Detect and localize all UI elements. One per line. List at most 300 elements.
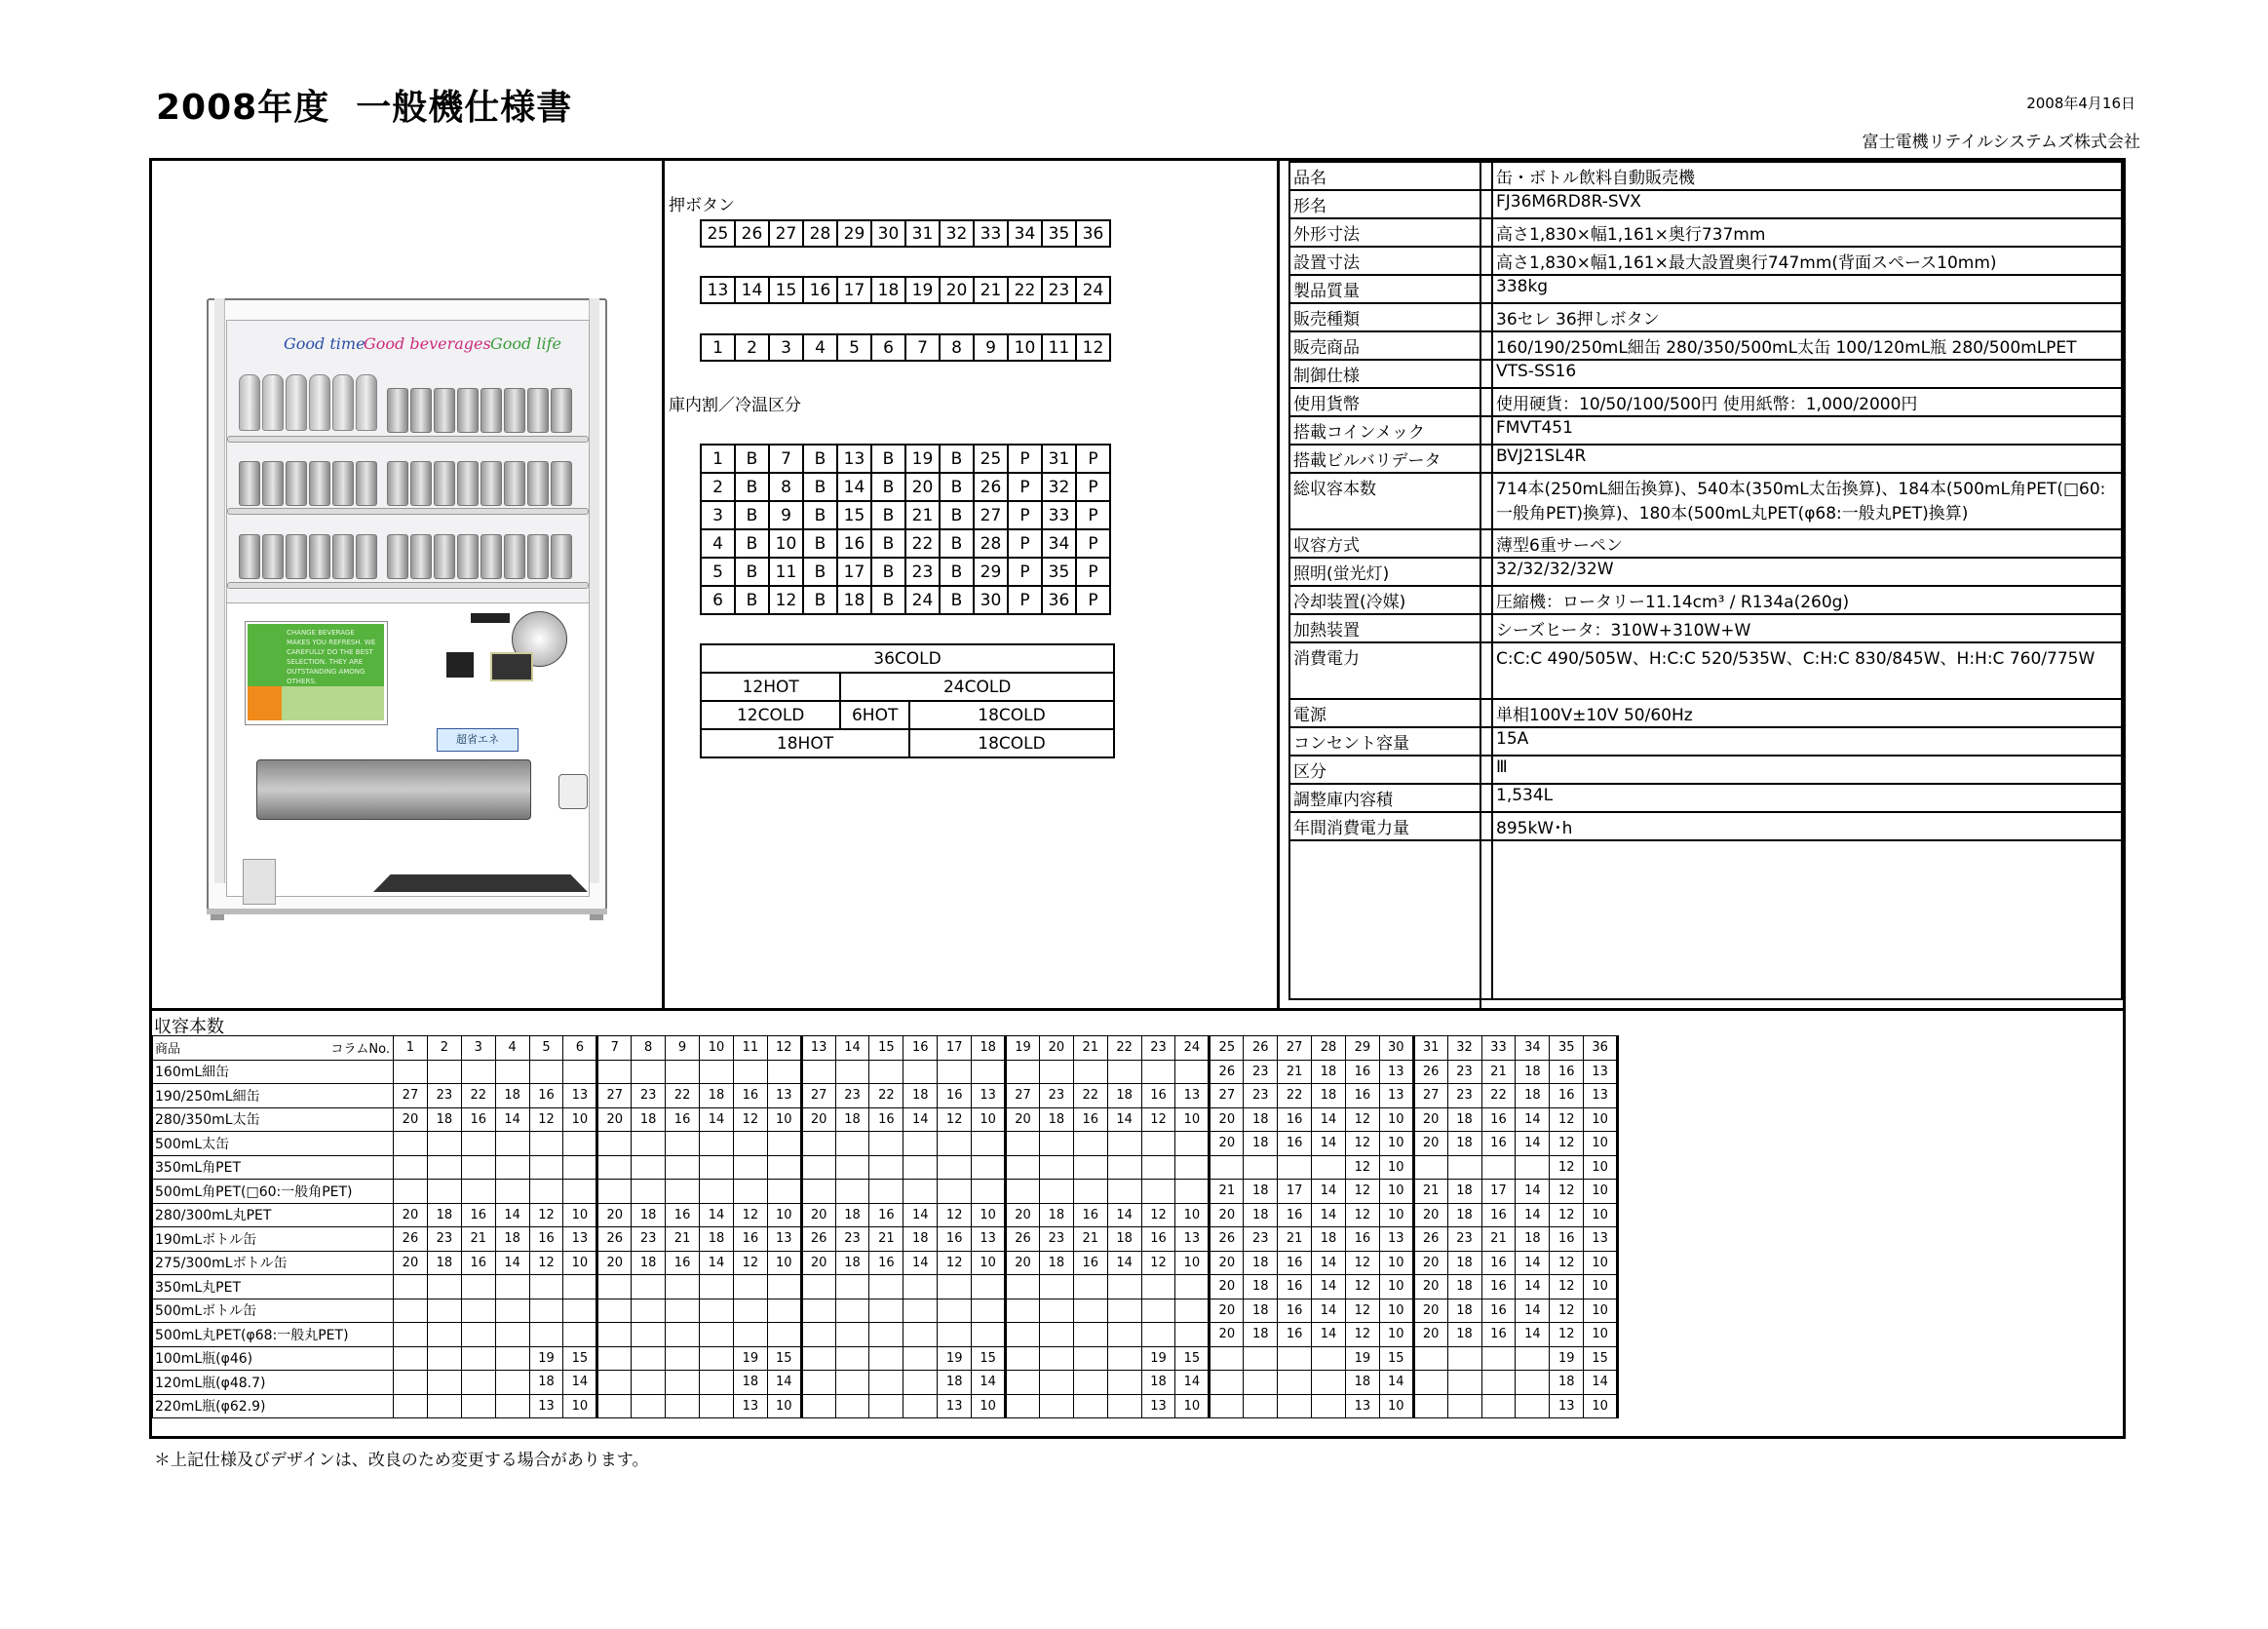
button-number-cell: 18 [871, 277, 905, 303]
capacity-cell [632, 1275, 666, 1299]
temp-mode-cell: 36COLD [701, 644, 1114, 673]
capacity-row [153, 1323, 1618, 1347]
capacity-cell [733, 1132, 767, 1156]
button-number-cell: 33 [974, 220, 1008, 247]
shelf-rail [227, 436, 589, 443]
button-number-cell: 6 [871, 334, 905, 361]
divider-horizontal [149, 1008, 2126, 1011]
capacity-cell: 22 [1481, 1084, 1516, 1108]
capacity-cell [869, 1155, 903, 1180]
spec-row [1289, 473, 2122, 529]
capacity-cell: 18 [1516, 1227, 1550, 1252]
capacity-cell: 13 [1584, 1060, 1618, 1084]
capacity-cell [461, 1299, 495, 1323]
capacity-cell: 18 [938, 1371, 972, 1395]
capacity-cell: 18 [1244, 1132, 1278, 1156]
capacity-cell: 12 [1345, 1275, 1379, 1299]
capacity-cell: 27 [801, 1084, 835, 1108]
capacity-cell [632, 1394, 666, 1418]
capacity-cell: 14 [1516, 1323, 1550, 1347]
capacity-cell: 14 [1516, 1180, 1550, 1204]
capacity-cell: 16 [1278, 1251, 1312, 1275]
capacity-cell [394, 1155, 428, 1180]
capacity-cell: 12 [1141, 1251, 1175, 1275]
capacity-cell: 27 [1413, 1084, 1447, 1108]
capacity-cell: 10 [1379, 1251, 1413, 1275]
capacity-cell: 21 [1481, 1060, 1516, 1084]
zone-cell: 23 [905, 558, 940, 586]
capacity-cell [529, 1275, 563, 1299]
capacity-cell: 16 [1073, 1203, 1107, 1227]
capacity-cell [563, 1155, 597, 1180]
capacity-cell [733, 1180, 767, 1204]
capacity-cell: 18 [1244, 1299, 1278, 1323]
capacity-cell: 13 [972, 1227, 1006, 1252]
capacity-cell: 12 [733, 1203, 767, 1227]
capacity-cell: 16 [1345, 1084, 1379, 1108]
capacity-cell [938, 1155, 972, 1180]
capacity-product-name: 500mL太缶 [153, 1132, 394, 1156]
spec-row [1289, 812, 2122, 840]
capacity-cell: 12 [529, 1107, 563, 1132]
capacity-cell [666, 1155, 700, 1180]
capacity-cell [597, 1060, 632, 1084]
capacity-cell: 18 [1447, 1203, 1481, 1227]
capacity-cell: 23 [1244, 1227, 1278, 1252]
capacity-cell [1039, 1180, 1073, 1204]
capacity-cell: 18 [1516, 1084, 1550, 1108]
capacity-cell [666, 1132, 700, 1156]
zone-cell: B [803, 529, 837, 558]
capacity-cell: 26 [1210, 1060, 1244, 1084]
capacity-cell: 12 [1345, 1323, 1379, 1347]
zone-cell: B [803, 445, 837, 473]
capacity-cell [700, 1299, 734, 1323]
button-number-cell: 26 [735, 220, 769, 247]
capacity-cell: 18 [632, 1107, 666, 1132]
capacity-cell: 18 [1447, 1299, 1481, 1323]
capacity-cell [394, 1132, 428, 1156]
spec-key: 製品質量 [1289, 275, 1492, 303]
spec-row [1289, 275, 2122, 303]
capacity-cell: 13 [767, 1084, 801, 1108]
capacity-cell [394, 1394, 428, 1418]
capacity-product-name: 190/250mL細缶 [153, 1084, 394, 1108]
capacity-cell: 18 [1244, 1251, 1278, 1275]
zone-cell: 19 [905, 445, 940, 473]
capacity-cell [1447, 1155, 1481, 1180]
capacity-cell: 16 [1278, 1203, 1312, 1227]
capacity-cell [666, 1180, 700, 1204]
capacity-cell [1107, 1132, 1141, 1156]
capacity-cell [529, 1299, 563, 1323]
capacity-cell [1278, 1371, 1312, 1395]
capacity-cell: 16 [938, 1084, 972, 1108]
zone-cell: B [940, 501, 974, 529]
capacity-cell: 12 [1550, 1323, 1584, 1347]
capacity-cell: 16 [1345, 1060, 1379, 1084]
capacity-cell: 20 [394, 1203, 428, 1227]
capacity-cell [1006, 1394, 1040, 1418]
capacity-cell [801, 1275, 835, 1299]
capacity-cell: 13 [529, 1394, 563, 1418]
capacity-cell: 10 [1584, 1394, 1618, 1418]
capacity-cell: 10 [1584, 1275, 1618, 1299]
capacity-cell: 10 [1584, 1299, 1618, 1323]
capacity-cell: 20 [1210, 1132, 1244, 1156]
capacity-cell: 12 [938, 1107, 972, 1132]
capacity-cell: 16 [1141, 1227, 1175, 1252]
capacity-cell: 12 [1550, 1132, 1584, 1156]
capacity-cell: 10 [1379, 1299, 1413, 1323]
capacity-cell: 13 [1175, 1227, 1210, 1252]
capacity-cell [801, 1132, 835, 1156]
capacity-cell [597, 1323, 632, 1347]
capacity-cell: 17 [1278, 1180, 1312, 1204]
capacity-cell [529, 1180, 563, 1204]
spec-key: 販売種類 [1289, 303, 1492, 331]
capacity-cell: 14 [1312, 1132, 1346, 1156]
spec-value: 714本(250mL細缶換算)、540本(350mL太缶換算)、184本(500mL角PET(□60:一般角PET)換算)、180本(500mL丸PET(φ68:一般丸PET)換算) [1492, 473, 2122, 529]
capacity-cell: 26 [1413, 1060, 1447, 1084]
capacity-cell [972, 1299, 1006, 1323]
button-row-top [700, 219, 1111, 248]
capacity-cell [427, 1371, 461, 1395]
capacity-cell [394, 1371, 428, 1395]
capacity-cell: 16 [1073, 1107, 1107, 1132]
capacity-column-number: 5 [529, 1036, 563, 1061]
capacity-cell [427, 1060, 461, 1084]
button-number-cell: 2 [735, 334, 769, 361]
capacity-cell: 18 [1550, 1371, 1584, 1395]
selection-panel [446, 652, 474, 678]
capacity-cell [903, 1371, 938, 1395]
capacity-cell: 13 [563, 1227, 597, 1252]
zone-cell: P [1008, 586, 1042, 614]
capacity-cell: 10 [563, 1394, 597, 1418]
capacity-cell [801, 1060, 835, 1084]
capacity-cell: 14 [972, 1371, 1006, 1395]
zone-cell: 1 [701, 445, 735, 473]
capacity-cell: 23 [1244, 1084, 1278, 1108]
capacity-column-number: 14 [835, 1036, 869, 1061]
capacity-cell: 16 [1345, 1227, 1379, 1252]
capacity-cell [1141, 1060, 1175, 1084]
capacity-cell [733, 1299, 767, 1323]
button-number-cell: 36 [1076, 220, 1110, 247]
spec-value: BVJ21SL4R [1492, 445, 2122, 473]
capacity-cell [1481, 1371, 1516, 1395]
capacity-cell: 18 [700, 1084, 734, 1108]
capacity-cell [1312, 1155, 1346, 1180]
spec-value: 36セレ 36押しボタン [1492, 303, 2122, 331]
capacity-cell: 13 [1141, 1394, 1175, 1418]
capacity-cell: 10 [1379, 1275, 1413, 1299]
capacity-cell [1073, 1346, 1107, 1371]
capacity-cell: 20 [1006, 1107, 1040, 1132]
capacity-cell: 26 [1413, 1227, 1447, 1252]
capacity-cell [1210, 1346, 1244, 1371]
capacity-cell: 20 [1413, 1251, 1447, 1275]
capacity-product-name: 500mLボトル缶 [153, 1299, 394, 1323]
capacity-cell [394, 1060, 428, 1084]
button-number-cell: 17 [837, 277, 871, 303]
spec-value: 缶・ボトル飲料自動販売機 [1492, 162, 2122, 190]
capacity-cell [835, 1299, 869, 1323]
capacity-column-number: 32 [1447, 1036, 1481, 1061]
capacity-cell [1413, 1371, 1447, 1395]
button-number-cell: 16 [803, 277, 837, 303]
capacity-cell [1039, 1323, 1073, 1347]
capacity-cell [972, 1323, 1006, 1347]
capacity-cell [427, 1275, 461, 1299]
capacity-cell [972, 1275, 1006, 1299]
spec-value: 薄型6重サーペン [1492, 529, 2122, 558]
capacity-cell [461, 1180, 495, 1204]
capacity-cell: 14 [1107, 1203, 1141, 1227]
zone-row [701, 445, 1110, 473]
capacity-cell [903, 1155, 938, 1180]
button-number-cell: 22 [1008, 277, 1042, 303]
capacity-cell: 27 [597, 1084, 632, 1108]
capacity-cell: 19 [529, 1346, 563, 1371]
capacity-cell: 16 [1481, 1132, 1516, 1156]
capacity-column-number: 17 [938, 1036, 972, 1061]
zone-cell: P [1008, 558, 1042, 586]
capacity-cell: 20 [597, 1203, 632, 1227]
capacity-cell [700, 1180, 734, 1204]
spec-key: 搭載ビルバリデータ [1289, 445, 1492, 473]
capacity-cell: 22 [1278, 1084, 1312, 1108]
capacity-cell: 14 [495, 1203, 529, 1227]
capacity-cell: 10 [1584, 1132, 1618, 1156]
capacity-cell [597, 1180, 632, 1204]
capacity-cell: 10 [1584, 1203, 1618, 1227]
capacity-cell: 23 [835, 1227, 869, 1252]
spec-key: 搭載コインメック [1289, 416, 1492, 445]
zone-cell: 13 [837, 445, 871, 473]
capacity-cell [835, 1371, 869, 1395]
capacity-cell [1447, 1371, 1481, 1395]
spec-row [1289, 784, 2122, 812]
capacity-cell: 13 [1379, 1084, 1413, 1108]
capacity-cell: 14 [700, 1251, 734, 1275]
capacity-column-number: 16 [903, 1036, 938, 1061]
capacity-cell [1039, 1346, 1073, 1371]
ad-panel [245, 621, 388, 725]
spec-value: 高さ1,830×幅1,161×最大設置奥行747mm(背面スペース10mm) [1492, 247, 2122, 275]
capacity-cell [495, 1132, 529, 1156]
capacity-column-number: 21 [1073, 1036, 1107, 1061]
capacity-cell: 10 [1584, 1251, 1618, 1275]
spec-row [1289, 756, 2122, 784]
capacity-cell [427, 1323, 461, 1347]
capacity-column-number: 19 [1006, 1036, 1040, 1061]
capacity-cell [597, 1394, 632, 1418]
capacity-cell [563, 1180, 597, 1204]
capacity-cell: 18 [427, 1203, 461, 1227]
capacity-column-number: 22 [1107, 1036, 1141, 1061]
capacity-cell: 18 [1447, 1323, 1481, 1347]
capacity-cell: 18 [1447, 1132, 1481, 1156]
capacity-cell: 18 [1039, 1251, 1073, 1275]
capacity-column-number: 35 [1550, 1036, 1584, 1061]
capacity-cell [903, 1394, 938, 1418]
capacity-cell [427, 1346, 461, 1371]
capacity-product-name: 220mL瓶(φ62.9) [153, 1394, 394, 1418]
capacity-cell: 18 [835, 1107, 869, 1132]
capacity-cell: 12 [1345, 1299, 1379, 1323]
capacity-cell: 19 [938, 1346, 972, 1371]
temp-mode-cell: 18HOT [701, 729, 909, 757]
capacity-cell: 16 [1481, 1323, 1516, 1347]
capacity-cell: 14 [1312, 1107, 1346, 1132]
spec-filler [1492, 840, 2122, 999]
capacity-cell: 20 [801, 1107, 835, 1132]
zone-cell: B [940, 586, 974, 614]
capacity-cell: 18 [1447, 1275, 1481, 1299]
button-number-cell: 4 [803, 334, 837, 361]
zone-cell: 12 [769, 586, 803, 614]
temp-mode-cell: 12HOT [701, 673, 840, 701]
zone-cell: 2 [701, 473, 735, 501]
capacity-cell [972, 1060, 1006, 1084]
button-number-cell: 25 [701, 220, 735, 247]
spec-value: 1,534L [1492, 784, 2122, 812]
capacity-cell [394, 1299, 428, 1323]
zone-cell: P [1076, 586, 1110, 614]
zone-cell: 5 [701, 558, 735, 586]
capacity-cell: 12 [1550, 1203, 1584, 1227]
capacity-column-number: 29 [1345, 1036, 1379, 1061]
capacity-cell [563, 1275, 597, 1299]
capacity-cell [1141, 1299, 1175, 1323]
zone-cell: B [735, 586, 769, 614]
button-number-cell: 8 [940, 334, 974, 361]
capacity-cell: 27 [1210, 1084, 1244, 1108]
capacity-cell [1039, 1394, 1073, 1418]
capacity-cell [1175, 1132, 1210, 1156]
capacity-product-name: 100mL瓶(φ46) [153, 1346, 394, 1371]
capacity-cell: 16 [938, 1227, 972, 1252]
capacity-column-number: 13 [801, 1036, 835, 1061]
zone-cell: P [1076, 473, 1110, 501]
capacity-cell [733, 1155, 767, 1180]
capacity-cell: 18 [495, 1227, 529, 1252]
capacity-cell [835, 1132, 869, 1156]
zone-cell: B [871, 473, 905, 501]
button-number-cell: 27 [769, 220, 803, 247]
capacity-cell: 16 [1278, 1107, 1312, 1132]
capacity-cell: 10 [1379, 1107, 1413, 1132]
capacity-cell: 16 [461, 1107, 495, 1132]
spec-key: 年間消費電力量 [1289, 812, 1492, 840]
capacity-cell: 10 [1379, 1203, 1413, 1227]
spec-value: 32/32/32/32W [1492, 558, 2122, 586]
capacity-cell: 18 [903, 1227, 938, 1252]
capacity-cell [1073, 1132, 1107, 1156]
capacity-cell [869, 1180, 903, 1204]
capacity-cell [938, 1180, 972, 1204]
capacity-cell: 19 [1345, 1346, 1379, 1371]
capacity-cell [1006, 1299, 1040, 1323]
capacity-cell [666, 1371, 700, 1395]
capacity-cell: 14 [563, 1371, 597, 1395]
capacity-cell: 23 [1447, 1084, 1481, 1108]
capacity-cell: 14 [1312, 1180, 1346, 1204]
capacity-cell [1278, 1155, 1312, 1180]
capacity-cell [938, 1132, 972, 1156]
spec-value: 単相100V±10V 50/60Hz [1492, 699, 2122, 727]
capacity-cell: 18 [1312, 1084, 1346, 1108]
capacity-column-number: 2 [427, 1036, 461, 1061]
page-title: 2008年度 一般機仕様書 [156, 88, 573, 128]
price-display [471, 613, 510, 623]
capacity-cell [903, 1299, 938, 1323]
zone-cell: 6 [701, 586, 735, 614]
vending-machine-image [207, 298, 607, 920]
capacity-cell [1481, 1346, 1516, 1371]
capacity-cell: 10 [972, 1394, 1006, 1418]
zone-cell: P [1076, 445, 1110, 473]
zone-cell: 8 [769, 473, 803, 501]
zone-cell: 35 [1042, 558, 1076, 586]
capacity-cell [563, 1299, 597, 1323]
capacity-cell: 16 [1481, 1251, 1516, 1275]
capacity-cell [733, 1323, 767, 1347]
capacity-header-label [153, 1036, 394, 1061]
capacity-cell: 20 [597, 1107, 632, 1132]
capacity-cell: 21 [1413, 1180, 1447, 1204]
capacity-cell [495, 1371, 529, 1395]
zone-cell: 31 [1042, 445, 1076, 473]
zone-cell: 14 [837, 473, 871, 501]
zone-cell: P [1076, 558, 1110, 586]
capacity-column-number: 12 [767, 1036, 801, 1061]
capacity-column-number: 7 [597, 1036, 632, 1061]
capacity-cell [835, 1346, 869, 1371]
capacity-column-number: 34 [1516, 1036, 1550, 1061]
capacity-cell: 16 [666, 1203, 700, 1227]
spec-row [1289, 388, 2122, 416]
capacity-cell: 18 [427, 1107, 461, 1132]
capacity-cell: 20 [1210, 1275, 1244, 1299]
company-name: 富士電機リテイルシステムズ株式会社 [1862, 133, 2140, 152]
capacity-cell [835, 1275, 869, 1299]
capacity-cell: 16 [666, 1107, 700, 1132]
capacity-cell: 13 [563, 1084, 597, 1108]
capacity-cell [869, 1371, 903, 1395]
capacity-cell: 12 [1550, 1180, 1584, 1204]
shelf-top [231, 374, 585, 433]
capacity-cell: 13 [1379, 1227, 1413, 1252]
spec-key: 販売商品 [1289, 331, 1492, 360]
capacity-cell: 14 [1379, 1371, 1413, 1395]
capacity-cell: 10 [1379, 1155, 1413, 1180]
capacity-cell [1073, 1299, 1107, 1323]
capacity-cell [1278, 1394, 1312, 1418]
zone-cell: 34 [1042, 529, 1076, 558]
zone-cell: 18 [837, 586, 871, 614]
capacity-cell: 10 [1584, 1180, 1618, 1204]
capacity-cell [1312, 1346, 1346, 1371]
capacity-cell [461, 1155, 495, 1180]
capacity-cell [1039, 1371, 1073, 1395]
capacity-cell: 19 [733, 1346, 767, 1371]
capacity-cell: 20 [1413, 1107, 1447, 1132]
spec-value: 15A [1492, 727, 2122, 756]
zone-cell: B [940, 445, 974, 473]
